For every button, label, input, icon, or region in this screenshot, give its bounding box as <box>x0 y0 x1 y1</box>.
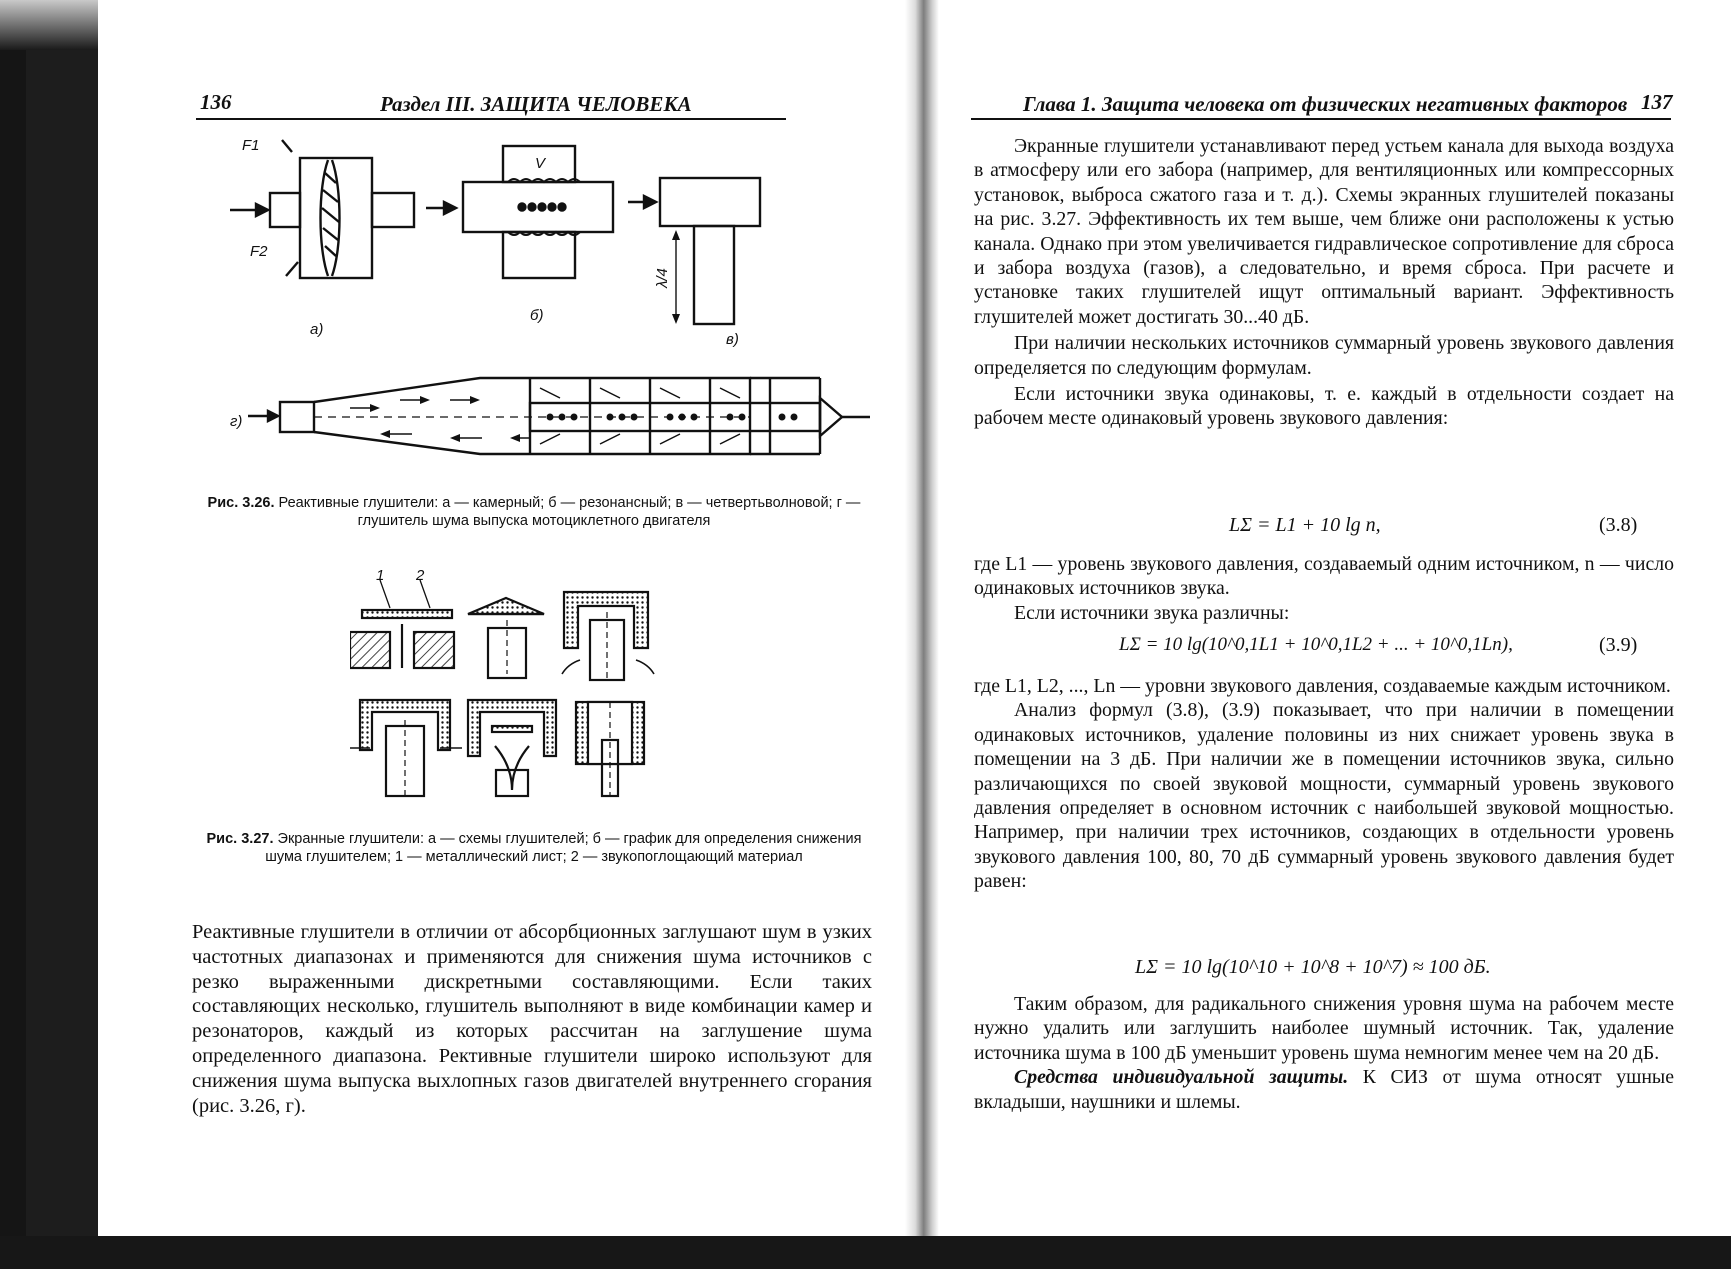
scan-bottom-dark-border <box>0 1236 1731 1269</box>
ppe-text: К СИЗ от шума относят ушные вкладыши, наушники и шлемы. <box>974 1066 1674 1113</box>
label-2: 2 <box>416 570 425 584</box>
right-running-head <box>971 88 1671 120</box>
right-paragraph-3: Если источники звука одинаковы, т. е. каждый в отдельности создает на рабочем месте одинаковый уровень звукового давления: <box>974 383 1674 430</box>
formula-example: LΣ = 10 lg(10^10 + 10^8 + 10^7) ≈ 100 дБ. <box>1135 956 1491 978</box>
figure-3-26-mufflers <box>230 138 880 478</box>
scan-corner-noise <box>0 0 98 50</box>
right-paragraph-4: где L1 — уровень звукового давления, создаваемый одним источником, n — число одинаковых источников звука. <box>974 553 1674 600</box>
scan-left-dark-border <box>0 0 26 1269</box>
formula-3-9: LΣ = 10 lg(10^0,1L1 + 10^0,1L2 + ... + 10^0,1Ln), <box>1119 634 1513 655</box>
figure-3-26-caption-text: Реактивные глушители: а — камерный; б — резонансный; в — четвертьволновой; г — глушитель шума выпуска мотоциклетного двигателя <box>278 495 861 529</box>
figure-3-27-screen-mufflers <box>350 570 790 800</box>
right-paragraph-5: Если источники звука различны: <box>1014 601 1290 624</box>
left-page-number: 136 <box>200 90 232 114</box>
right-paragraph-9 <box>974 1065 1674 1114</box>
right-paragraph-1: Экранные глушители устанавливают перед устьем канала для выхода воздуха в атмосферу или его забора (например, для вентиляционных или компрессорных установок, выброса сжатого газа и т. д.). Схемы экранных глушителей показаны на рис. 3.27. Эффективность их тем выше, чем ближе они расположены к устью канала. Однако при этом увеличивается гидравлическое сопротивление для сброса и забора воздуха (газов), а следовательно, и время сброса. При расчете и установке таких глушителей ищут оптимальный вариант. Эффективность глушителей может достигать 30...40 дБ. <box>974 135 1674 328</box>
right-paragraph-2: При наличии нескольких источников суммарный уровень звукового давления определяется по следующим формулам. <box>974 332 1674 379</box>
formula-3-9-number: (3.9) <box>1599 634 1638 656</box>
right-paragraph-6: где L1, L2, ..., Ln — уровни звукового давления, создаваемые каждым источником. <box>974 675 1671 697</box>
label-f1: F1 <box>242 138 260 154</box>
left-running-head <box>196 88 786 120</box>
left-page <box>100 0 905 1236</box>
left-paragraph: Реактивные глушители в отличии от абсорбционных заглушают шум в узких частотных диапазонах и применяются для снижения шума источников с резко выраженными дискретными составляющими. Если таких составляющих несколько, глушитель выполняют в виде комбинации камер и резонаторов, каждый из которых рассчитан на заглушение шума определенного диапазона. Рективные глушители широко используют для снижения шума выпуска выхлопных газов двигателей внутреннего сгорания (рис. 3.26, г). <box>192 921 872 1117</box>
label-v: V <box>535 155 546 172</box>
formula-3-8: LΣ = L1 + 10 lg n, <box>1229 514 1381 536</box>
figure-3-26-caption <box>196 494 872 530</box>
right-paragraph-8: Таким образом, для радикального снижения уровня шума на рабочем месте нужно удалить или заглушить наиболее шумный источник. Так, удаление источника шума в 100 дБ уменьшит уровень шума немногим менее чем на 20 дБ. <box>974 993 1674 1064</box>
figure-3-27-caption-text: Экранные глушители: а — схемы глушителей; б — график для определения снижения шума глушителем; 1 — металлический лист; 2 — звукопоглощающий материал <box>265 831 862 865</box>
right-running-title: Глава 1. Защита человека от физических негативных факторов <box>1023 92 1628 116</box>
label-lambda-quarter: λ/4 <box>654 268 671 288</box>
left-body-text <box>192 920 872 1118</box>
scan-left-dark-border-inner <box>26 0 98 1269</box>
formula-3-8-number: (3.8) <box>1599 514 1638 536</box>
label-b: б) <box>530 307 544 324</box>
label-f2: F2 <box>250 243 268 260</box>
ppe-heading: Средства индивидуальной защиты. <box>1014 1066 1349 1089</box>
right-page <box>939 0 1731 1236</box>
label-g: г) <box>230 413 243 430</box>
right-body-bottom <box>974 992 1674 1114</box>
figure-3-27-caption-head: Рис. 3.27. <box>206 831 274 847</box>
right-paragraph-7: Анализ формул (3.8), (3.9) показывает, что при наличии в помещении одинаковых источников, удаление половины из них снижает уровень звука в помещении на 3 дБ. При наличии же в помещении источников звука, сильно различающихся по своей звуковой мощности, суммарный уровень звукового давления определяет в основном источник с наибольшей звуковой мощностью. Например, при наличии трех источников, создающих в отдельности уровень звукового давления 100, 80, 70 дБ суммарный уровень звукового давления будет равен: <box>974 699 1674 893</box>
right-page-number: 137 <box>1641 90 1673 114</box>
right-body-top <box>974 134 1674 431</box>
right-body-mid2 <box>974 674 1674 894</box>
right-body-mid1 <box>974 552 1674 625</box>
label-a: а) <box>310 321 324 338</box>
label-1: 1 <box>376 570 385 584</box>
book-gutter-shadow <box>905 0 939 1236</box>
figure-3-26-caption-head: Рис. 3.26. <box>207 495 275 511</box>
figure-3-27-caption <box>196 830 872 866</box>
label-v-letter: в) <box>726 331 739 348</box>
left-running-title: Раздел III. ЗАЩИТА ЧЕЛОВЕКА <box>380 92 692 116</box>
